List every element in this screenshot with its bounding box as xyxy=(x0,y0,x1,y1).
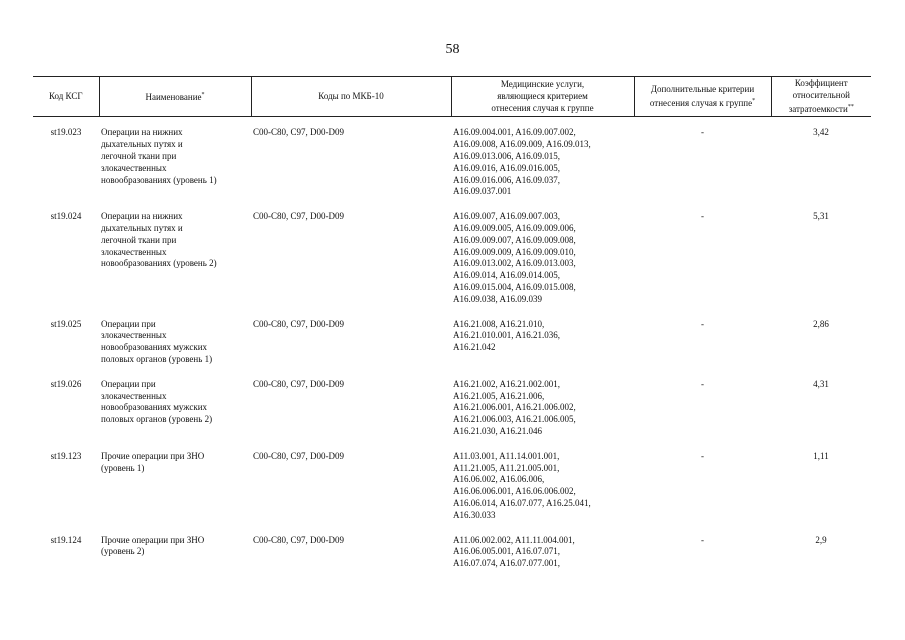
table-row xyxy=(33,127,871,211)
mkb-codes: C00-C80, C97, D00-D09 xyxy=(253,127,345,138)
text-line: A16.09.004.001, A16.09.007.002, xyxy=(453,127,576,138)
header-services xyxy=(451,77,634,117)
medical-services xyxy=(451,379,634,451)
text-line: A16.09.014, A16.09.014.005, xyxy=(453,270,561,281)
text-line: A16.09.009.009, A16.09.009.010, xyxy=(453,246,576,257)
text-line: Операции при xyxy=(101,318,156,329)
header-coefficient: Коэффициент относительной затратоемкости** xyxy=(771,77,871,117)
text-line: A16.21.008, A16.21.010, xyxy=(453,318,545,329)
text-line: A16.09.009.007, A16.09.009.008, xyxy=(453,234,576,245)
text-line: половых органов (уровень 1) xyxy=(101,353,213,364)
mkb-codes: C00-C80, C97, D00-D09 xyxy=(253,211,345,222)
text-line: (уровень 2) xyxy=(101,546,145,557)
text-line: A16.21.030, A16.21.046 xyxy=(453,425,543,436)
text-line: половых органов (уровень 2) xyxy=(101,414,213,425)
text-line: A16.06.006.001, A16.06.006.002, xyxy=(453,486,576,497)
ksg-code: st19.124 xyxy=(50,534,82,545)
text-line: A11.21.005, A11.21.005.001, xyxy=(453,462,560,473)
medical-services xyxy=(451,535,634,583)
text-line: A16.09.016, A16.09.016.005, xyxy=(453,162,561,173)
ksg-name xyxy=(99,211,251,318)
text-line: новообразованиях (уровень 2) xyxy=(101,258,217,269)
text-line: легочной ткани при xyxy=(101,150,177,161)
mkb-codes: C00-C80, C97, D00-D09 xyxy=(253,378,345,389)
table-row xyxy=(33,379,871,451)
ksg-name xyxy=(99,451,251,535)
text-line: злокачественных xyxy=(101,162,167,173)
text-line: A16.09.015.004, A16.09.015.008, xyxy=(453,281,576,292)
text-line: A16.09.013.006, A16.09.015, xyxy=(453,150,561,161)
text-line: Операции на нижних xyxy=(101,211,183,222)
ksg-code: st19.024 xyxy=(50,211,82,222)
mkb-codes: C00-C80, C97, D00-D09 xyxy=(253,534,345,545)
text-line: A16.09.013.002, A16.09.013.003, xyxy=(453,258,576,269)
additional-criteria: - xyxy=(701,318,704,329)
table-spacer xyxy=(33,117,871,128)
text-line: Медицинские услуги, xyxy=(500,79,585,89)
text-line: новообразованиях мужских xyxy=(101,342,208,353)
text-line: A11.06.002.002, A11.11.004.001, xyxy=(453,534,575,545)
text-line: (уровень 1) xyxy=(101,462,145,473)
header-coefficient-mark: ** xyxy=(847,103,854,110)
additional-criteria: - xyxy=(701,534,704,545)
page-number: 58 xyxy=(445,42,460,57)
text-line: A16.30.033 xyxy=(453,509,496,520)
table-row xyxy=(33,211,871,318)
header-name-mark: * xyxy=(201,91,205,98)
text-line: A16.09.007, A16.09.007.003, xyxy=(453,211,561,222)
text-line: являющиеся критерием xyxy=(497,90,588,101)
ksg-code: st19.023 xyxy=(50,127,82,138)
table-row xyxy=(33,535,871,583)
header-code: Код КСГ xyxy=(33,77,99,117)
table-row xyxy=(33,319,871,379)
ksg-table xyxy=(33,76,871,583)
cost-coefficient: 2,9 xyxy=(815,534,827,545)
text-line: A11.03.001, A11.14.001.001, xyxy=(453,450,560,461)
medical-services xyxy=(451,211,634,318)
text-line: Прочие операции при ЗНО xyxy=(101,534,205,545)
header-criteria: Дополнительные критерии отнесения случая к группе* xyxy=(634,77,771,117)
header-mkb: Коды по МКБ-10 xyxy=(251,77,451,117)
text-line: A16.21.002, A16.21.002.001, xyxy=(453,378,561,389)
text-line: A16.21.006.001, A16.21.006.002, xyxy=(453,402,576,413)
text-line: злокачественных xyxy=(101,390,167,401)
cost-coefficient: 4,31 xyxy=(813,378,829,389)
additional-criteria: - xyxy=(701,127,704,138)
ksg-name xyxy=(99,319,251,379)
ksg-name xyxy=(99,535,251,583)
text-line: A16.06.014, A16.07.077, A16.25.041, xyxy=(453,497,591,508)
text-line: A16.09.008, A16.09.009, A16.09.013, xyxy=(453,139,591,150)
text-line: A16.21.010.001, A16.21.036, xyxy=(453,330,561,341)
header-name: Наименование* xyxy=(99,77,251,117)
text-line: A16.09.038, A16.09.039 xyxy=(453,293,543,304)
ksg-code: st19.123 xyxy=(50,450,82,461)
text-line: A16.09.037.001 xyxy=(453,186,512,197)
text-line: дыхательных путях и xyxy=(101,139,183,150)
table-row xyxy=(33,451,871,535)
ksg-code: st19.026 xyxy=(50,378,82,389)
text-line: A16.21.006.003, A16.21.006.005, xyxy=(453,414,576,425)
text-line: A16.06.005.001, A16.07.071, xyxy=(453,546,561,557)
additional-criteria: - xyxy=(701,378,704,389)
medical-services xyxy=(451,319,634,379)
ksg-name xyxy=(99,379,251,451)
header-criteria-mark: * xyxy=(752,97,756,104)
text-line: злокачественных xyxy=(101,330,167,341)
additional-criteria: - xyxy=(701,211,704,222)
mkb-codes: C00-C80, C97, D00-D09 xyxy=(253,318,345,329)
text-line: дыхательных путях и xyxy=(101,222,183,233)
cost-coefficient: 5,31 xyxy=(813,211,829,222)
cost-coefficient: 3,42 xyxy=(813,127,829,138)
text-line: Операции на нижних xyxy=(101,127,183,138)
ksg-code: st19.025 xyxy=(50,318,82,329)
cost-coefficient: 1,11 xyxy=(813,450,829,461)
text-line: новообразованиях мужских xyxy=(101,402,208,413)
text-line: злокачественных xyxy=(101,246,167,257)
text-line: легочной ткани при xyxy=(101,234,177,245)
medical-services xyxy=(451,451,634,535)
text-line: Прочие операции при ЗНО xyxy=(101,450,205,461)
text-line: A16.21.042 xyxy=(453,342,496,353)
text-line: A16.09.009.005, A16.09.009.006, xyxy=(453,222,576,233)
text-line: Операции при xyxy=(101,378,156,389)
medical-services xyxy=(451,127,634,211)
text-line: A16.07.074, A16.07.077.001, xyxy=(453,558,561,569)
text-line: отнесения случая к группе xyxy=(491,102,594,113)
ksg-name xyxy=(99,127,251,211)
text-line: A16.21.005, A16.21.006, xyxy=(453,390,545,401)
cost-coefficient: 2,86 xyxy=(813,318,829,329)
text-line: A16.06.002, A16.06.006, xyxy=(453,474,545,485)
additional-criteria: - xyxy=(701,450,704,461)
text-line: новообразованиях (уровень 1) xyxy=(101,174,217,185)
mkb-codes: C00-C80, C97, D00-D09 xyxy=(253,450,345,461)
table-header-row xyxy=(33,77,871,117)
text-line: A16.09.016.006, A16.09.037, xyxy=(453,174,561,185)
